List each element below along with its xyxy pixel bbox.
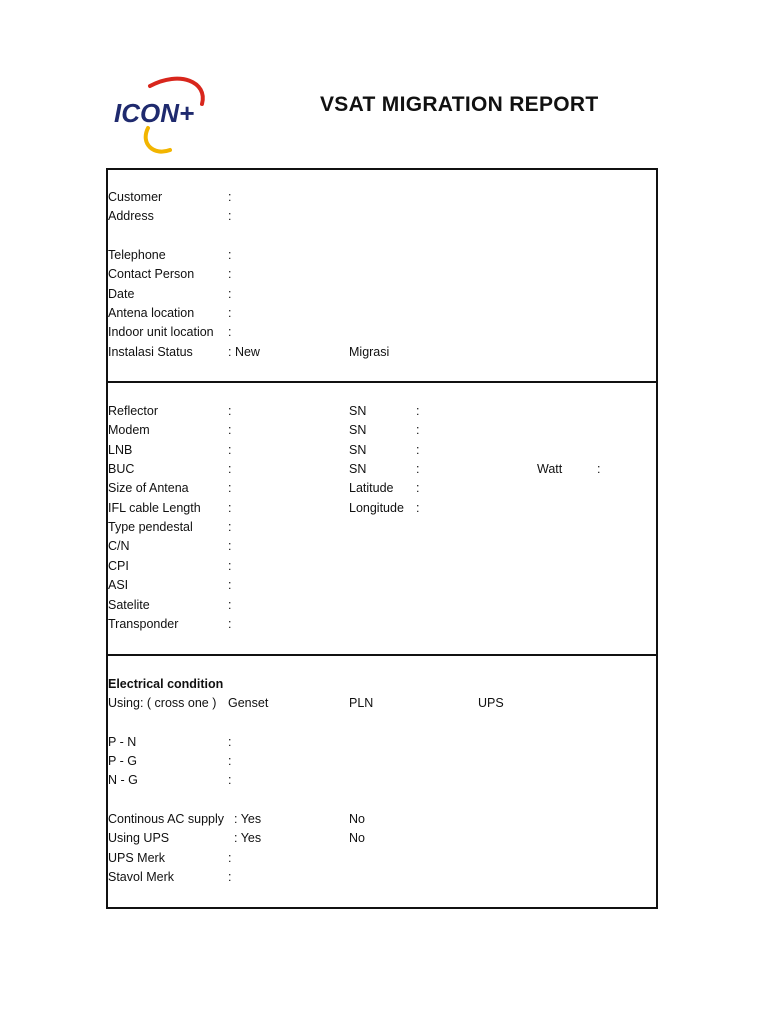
customer-colon: :: [228, 190, 232, 204]
satelite-colon: :: [228, 598, 232, 612]
watt-colon: :: [597, 462, 601, 476]
continous-ac-supply-label: Continous AC supply: [108, 812, 225, 826]
pln-option: PLN: [349, 696, 374, 710]
section-divider: [106, 654, 658, 656]
ifl-cable-length-colon: :: [228, 501, 232, 515]
buc-label: BUC: [108, 462, 135, 476]
cn-label: C/N: [108, 539, 130, 553]
contact-person-colon: :: [228, 267, 232, 281]
date-colon: :: [228, 287, 232, 301]
antena-location-colon: :: [228, 306, 232, 320]
contact-person-label: Contact Person: [108, 267, 195, 281]
modem-sn-colon: :: [416, 423, 420, 437]
pn-label: P - N: [108, 735, 137, 749]
reflector-sn-colon: :: [416, 404, 420, 418]
ups-merk-label: UPS Merk: [108, 851, 165, 865]
stavol-merk-label: Stavol Merk: [108, 870, 174, 884]
telephone-label: Telephone: [108, 248, 166, 262]
modem-sn-label: SN: [349, 423, 367, 437]
asi-label: ASI: [108, 578, 129, 592]
lnb-colon: :: [228, 443, 232, 457]
using-ups-yes-option: : Yes: [234, 831, 262, 845]
address-colon: :: [228, 209, 232, 223]
logo-text: ICON+: [114, 98, 195, 128]
modem-label: Modem: [108, 423, 150, 437]
reflector-colon: :: [228, 404, 232, 418]
longitude-colon: :: [416, 501, 420, 515]
buc-colon: :: [228, 462, 232, 476]
size-of-antena-label: Size of Antena: [108, 481, 189, 495]
buc-sn-label: SN: [349, 462, 367, 476]
transponder-label: Transponder: [108, 617, 179, 631]
lnb-label: LNB: [108, 443, 133, 457]
ac-supply-yes-option: : Yes: [234, 812, 262, 826]
electrical-condition-heading: Electrical condition: [108, 677, 224, 691]
type-pendestal-label: Type pendestal: [108, 520, 193, 534]
longitude-label: Longitude: [349, 501, 404, 515]
modem-colon: :: [228, 423, 232, 437]
status-migrasi-option: Migrasi: [349, 345, 390, 359]
indoor-unit-location-colon: :: [228, 325, 232, 339]
cpi-colon: :: [228, 559, 232, 573]
lnb-sn-colon: :: [416, 443, 420, 457]
cpi-label: CPI: [108, 559, 129, 573]
watt-label: Watt: [537, 462, 563, 476]
size-of-antena-colon: :: [228, 481, 232, 495]
latitude-label: Latitude: [349, 481, 394, 495]
pn-colon: :: [228, 735, 232, 749]
using-ups-no-option: No: [349, 831, 365, 845]
antena-location-label: Antena location: [108, 306, 195, 320]
pg-label: P - G: [108, 754, 137, 768]
status-new-option: : New: [228, 345, 260, 359]
satelite-label: Satelite: [108, 598, 150, 612]
pg-colon: :: [228, 754, 232, 768]
indoor-unit-location-label: Indoor unit location: [108, 325, 214, 339]
lnb-sn-label: SN: [349, 443, 367, 457]
transponder-colon: :: [228, 617, 232, 631]
reflector-sn-label: SN: [349, 404, 367, 418]
ng-label: N - G: [108, 773, 138, 787]
ng-colon: :: [228, 773, 232, 787]
reflector-label: Reflector: [108, 404, 159, 418]
cn-colon: :: [228, 539, 232, 553]
section-divider: [106, 381, 658, 383]
report-title: VSAT MIGRATION REPORT: [320, 93, 599, 116]
address-label: Address: [108, 209, 154, 223]
ups-option: UPS: [478, 696, 504, 710]
stavol-merk-colon: :: [228, 870, 232, 884]
asi-colon: :: [228, 578, 232, 592]
ifl-cable-length-label: IFL cable Length: [108, 501, 201, 515]
ac-supply-no-option: No: [349, 812, 365, 826]
customer-label: Customer: [108, 190, 163, 204]
instalasi-status-label: Instalasi Status: [108, 345, 193, 359]
using-ups-label: Using UPS: [108, 831, 170, 845]
ups-merk-colon: :: [228, 851, 232, 865]
type-pendestal-colon: :: [228, 520, 232, 534]
telephone-colon: :: [228, 248, 232, 262]
latitude-colon: :: [416, 481, 420, 495]
date-label: Date: [108, 287, 135, 301]
using-cross-one-label: Using: ( cross one ): [108, 696, 217, 710]
buc-sn-colon: :: [416, 462, 420, 476]
company-logo: [110, 72, 220, 158]
genset-option: Genset: [228, 696, 269, 710]
